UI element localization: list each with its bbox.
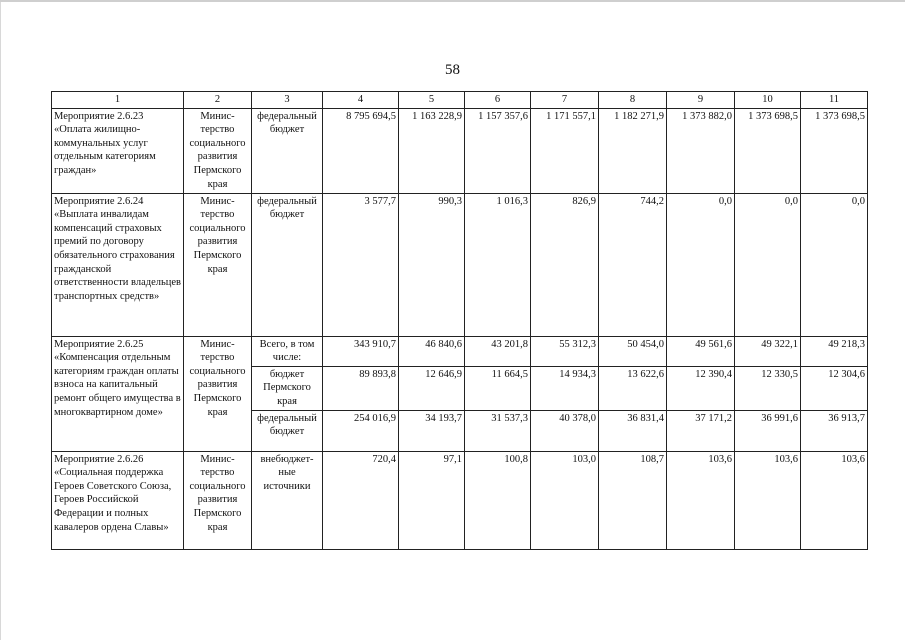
- value-cell: 11 664,5: [465, 366, 531, 410]
- column-number: 11: [801, 92, 868, 109]
- value-cell: 36 991,6: [735, 410, 801, 451]
- value-cell: 990,3: [399, 193, 465, 336]
- table-row: [52, 193, 868, 336]
- value-cell: 720,4: [323, 451, 399, 549]
- value-cell: 49 322,1: [735, 336, 801, 366]
- column-number: 1: [52, 92, 184, 109]
- value-cell: 100,8: [465, 451, 531, 549]
- value-cell: 1 171 557,1: [531, 108, 599, 193]
- measure-name: Мероприятие 2.6.25 «Компенсация отдельным категориям граждан оплаты взноса на капитальный ремонт общего имущества в многоквартирном доме»: [52, 336, 184, 451]
- measure-name: Мероприятие 2.6.26 «Социальная поддержка Героев Советского Союза, Героев Российской Федерации и полных кавалеров ордена Славы»: [52, 451, 184, 549]
- column-number: 4: [323, 92, 399, 109]
- column-number: 2: [184, 92, 252, 109]
- value-cell: 1 016,3: [465, 193, 531, 336]
- column-number: 3: [252, 92, 323, 109]
- column-number: 8: [599, 92, 667, 109]
- funding-source: федеральный бюджет: [252, 193, 323, 336]
- value-cell: 1 373 698,5: [801, 108, 868, 193]
- value-cell: 826,9: [531, 193, 599, 336]
- value-cell: 49 561,6: [667, 336, 735, 366]
- value-cell: 343 910,7: [323, 336, 399, 366]
- value-cell: 744,2: [599, 193, 667, 336]
- funding-source: Всего, в том числе:: [252, 336, 323, 366]
- value-cell: 12 304,6: [801, 366, 868, 410]
- executor-cell: Минис-терство социального развития Пермского края: [184, 193, 252, 336]
- value-cell: 55 312,3: [531, 336, 599, 366]
- value-cell: 1 163 228,9: [399, 108, 465, 193]
- value-cell: 40 378,0: [531, 410, 599, 451]
- measure-name: Мероприятие 2.6.23 «Оплата жилищно-коммунальных услуг отдельным категориям граждан»: [52, 108, 184, 193]
- column-number: 7: [531, 92, 599, 109]
- measure-name: Мероприятие 2.6.24 «Выплата инвалидам компенсаций страховых премий по договору обязательного страхования гражданской ответственности владельцев транспортных средств»: [52, 193, 184, 336]
- value-cell: 12 330,5: [735, 366, 801, 410]
- scan-edge-left: [0, 2, 1, 640]
- value-cell: 50 454,0: [599, 336, 667, 366]
- value-cell: 0,0: [667, 193, 735, 336]
- table-row: [52, 336, 868, 366]
- executor-cell: Минис-терство социального развития Пермского края: [184, 336, 252, 451]
- funding-source: бюджет Пермского края: [252, 366, 323, 410]
- value-cell: 46 840,6: [399, 336, 465, 366]
- value-cell: 103,6: [735, 451, 801, 549]
- budget-table: [51, 91, 868, 550]
- value-cell: 49 218,3: [801, 336, 868, 366]
- value-cell: 103,0: [531, 451, 599, 549]
- value-cell: 3 577,7: [323, 193, 399, 336]
- column-number-row: [52, 92, 868, 109]
- value-cell: 12 390,4: [667, 366, 735, 410]
- funding-source: федеральный бюджет: [252, 108, 323, 193]
- executor-cell: Минис-терство социального развития Пермского края: [184, 451, 252, 549]
- page-number: 58: [445, 62, 460, 78]
- value-cell: 89 893,8: [323, 366, 399, 410]
- value-cell: 1 373 698,5: [735, 108, 801, 193]
- table-row: [52, 451, 868, 549]
- value-cell: 34 193,7: [399, 410, 465, 451]
- value-cell: 0,0: [735, 193, 801, 336]
- column-number: 9: [667, 92, 735, 109]
- table-row: [52, 108, 868, 193]
- value-cell: 31 537,3: [465, 410, 531, 451]
- value-cell: 14 934,3: [531, 366, 599, 410]
- value-cell: 0,0: [801, 193, 868, 336]
- value-cell: 12 646,9: [399, 366, 465, 410]
- value-cell: 36 913,7: [801, 410, 868, 451]
- funding-source: внебюджет-ные источники: [252, 451, 323, 549]
- value-cell: 13 622,6: [599, 366, 667, 410]
- value-cell: 103,6: [801, 451, 868, 549]
- value-cell: 108,7: [599, 451, 667, 549]
- value-cell: 43 201,8: [465, 336, 531, 366]
- value-cell: 103,6: [667, 451, 735, 549]
- column-number: 5: [399, 92, 465, 109]
- value-cell: 1 157 357,6: [465, 108, 531, 193]
- value-cell: 37 171,2: [667, 410, 735, 451]
- column-number: 6: [465, 92, 531, 109]
- executor-cell: Минис-терство социального развития Пермского края: [184, 108, 252, 193]
- scan-edge-top: [0, 0, 905, 2]
- value-cell: 1 373 882,0: [667, 108, 735, 193]
- funding-source: федеральный бюджет: [252, 410, 323, 451]
- column-number: 10: [735, 92, 801, 109]
- value-cell: 97,1: [399, 451, 465, 549]
- value-cell: 1 182 271,9: [599, 108, 667, 193]
- value-cell: 8 795 694,5: [323, 108, 399, 193]
- value-cell: 36 831,4: [599, 410, 667, 451]
- value-cell: 254 016,9: [323, 410, 399, 451]
